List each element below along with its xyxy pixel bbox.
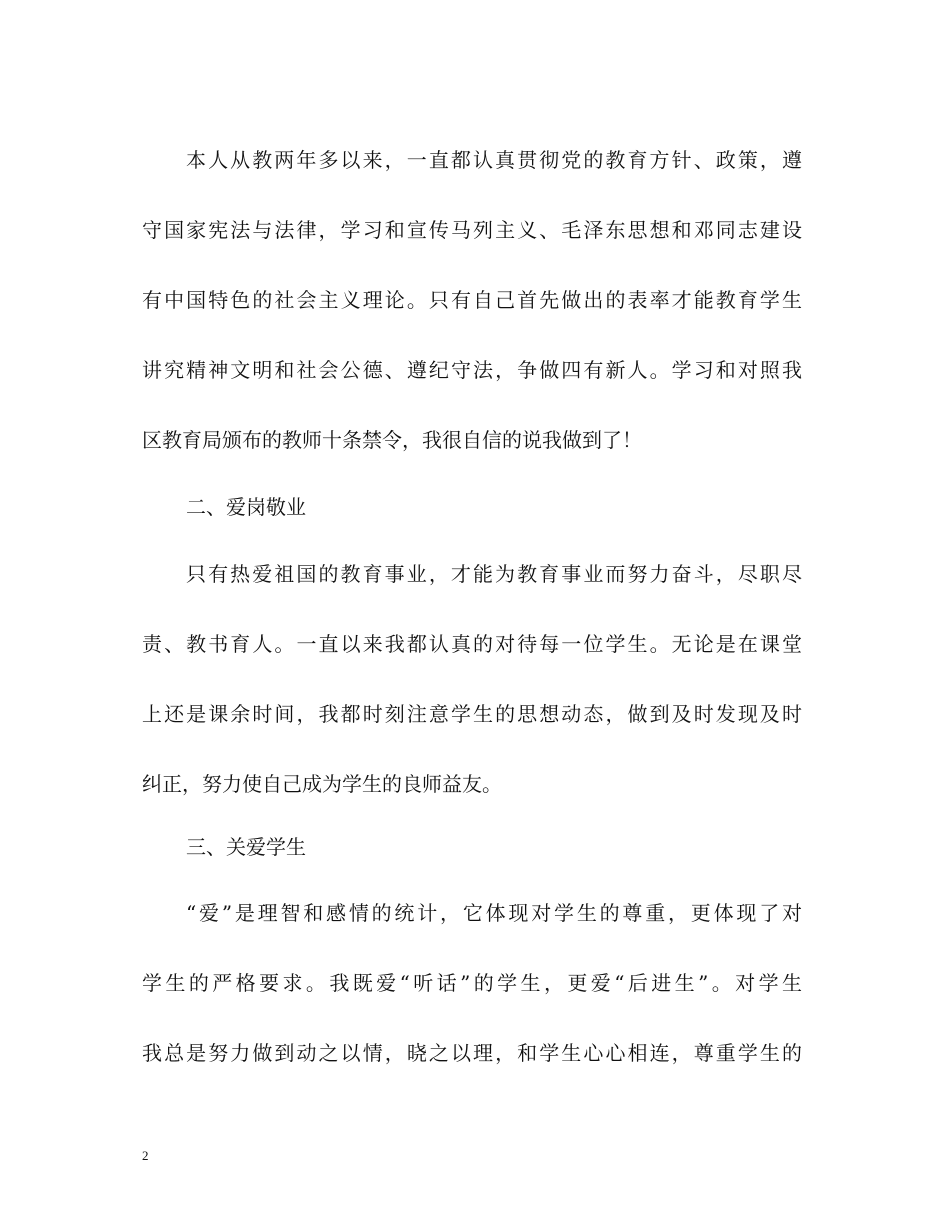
section-heading: 二、爱岗敬业 [186, 495, 306, 519]
paragraph-line: 本人从教两年多以来，一直都认真贯彻党的教育方针、政策，遵 [186, 148, 802, 172]
paragraph-line: 只有热爱祖国的教育事业，才能为教育事业而努力奋斗，尽职尽 [186, 562, 802, 586]
paragraph-line: 学生的严格要求。我既爱“听话”的学生，更爱“后进生”。对学生 [142, 971, 802, 995]
paragraph-line: 纠正，努力使自己成为学生的良师益友。 [142, 772, 502, 796]
paragraph-line: 上还是课余时间，我都时刻注意学生的思想动态，做到及时发现及时 [142, 702, 802, 726]
paragraph-line: “爱”是理智和感情的统计，它体现对学生的尊重，更体现了对 [186, 901, 802, 925]
paragraph-line: 有中国特色的社会主义理论。只有自己首先做出的表率才能教育学生 [142, 288, 802, 312]
paragraph-line: 责、教书育人。一直以来我都认真的对待每一位学生。无论是在课堂 [142, 632, 802, 656]
paragraph-line: 我总是努力做到动之以情，晓之以理，和学生心心相连，尊重学生的 [142, 1041, 802, 1065]
page-number: 2 [142, 1148, 149, 1163]
paragraph-line: 守国家宪法与法律，学习和宣传马列主义、毛泽东思想和邓同志建设 [142, 218, 802, 242]
paragraph-line: 讲究精神文明和社会公德、遵纪守法，争做四有新人。学习和对照我 [142, 358, 802, 382]
section-heading: 三、关爱学生 [186, 835, 306, 859]
paragraph-line: 区教育局颁布的教师十条禁令，我很自信的说我做到了！ [142, 428, 642, 452]
